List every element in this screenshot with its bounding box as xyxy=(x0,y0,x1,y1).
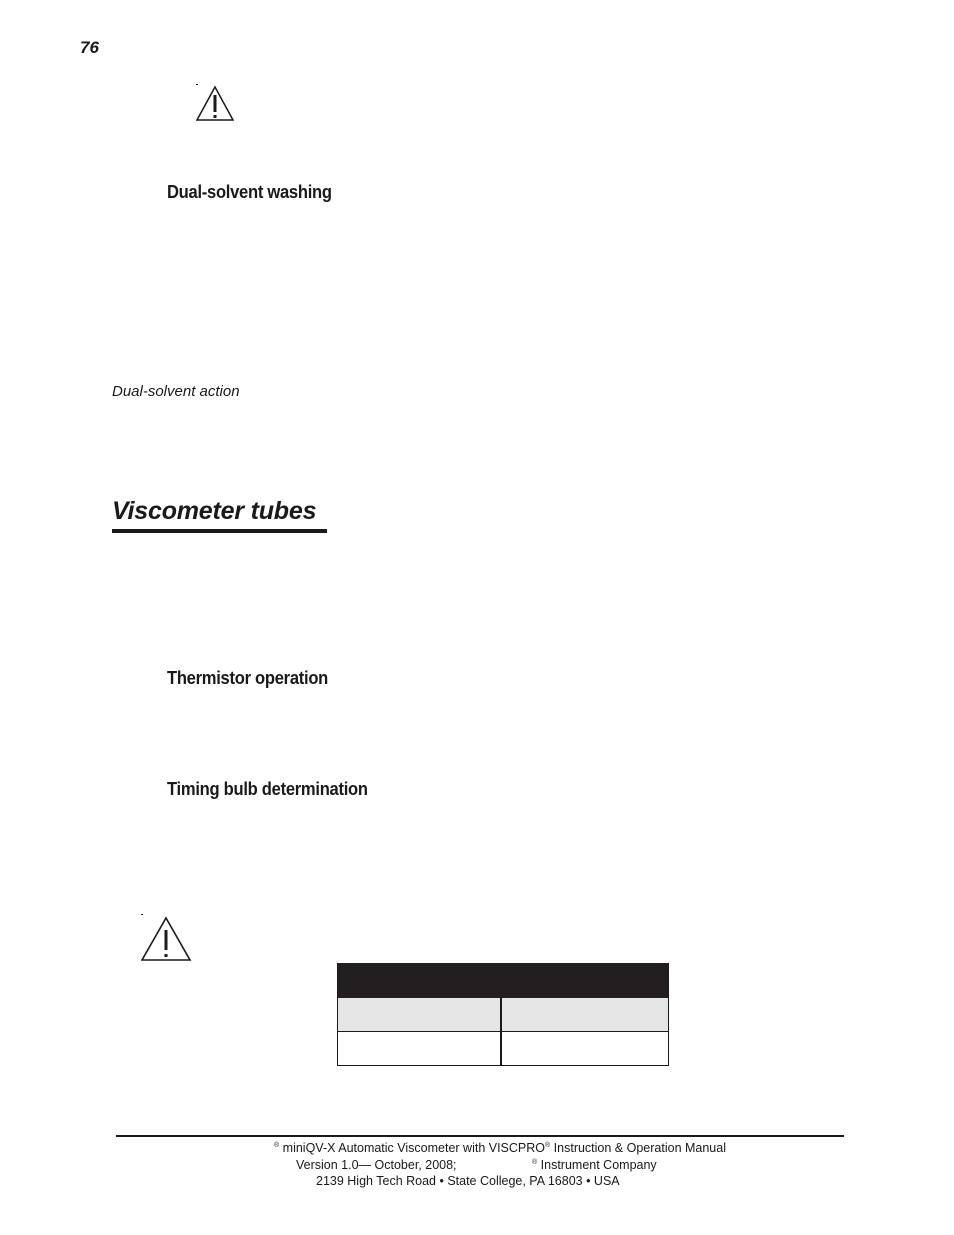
registered-mark: ® xyxy=(545,1142,551,1149)
table-row xyxy=(337,1032,668,1066)
spec-table xyxy=(337,963,668,1066)
subheading-thermistor-operation: Thermistor operation xyxy=(167,668,329,688)
registered-mark: ® xyxy=(532,1159,538,1166)
registered-mark: ® xyxy=(274,1142,280,1149)
table-cell xyxy=(337,1032,501,1066)
figure-caption: Dual-solvent action xyxy=(112,383,240,400)
footer-version: Version 1.0— October, 2008; xyxy=(296,1158,457,1172)
section-title: Viscometer tubes xyxy=(112,497,317,525)
subheading-dual-solvent-washing: Dual-solvent washing xyxy=(167,182,332,202)
table-cell xyxy=(501,1032,668,1066)
warning-triangle-icon xyxy=(141,914,193,962)
footer-title-line xyxy=(274,1141,726,1155)
footer-manual-name: Instruction & Operation Manual xyxy=(553,1141,726,1155)
page-number: 76 xyxy=(80,38,99,57)
footer-company-name: Instrument Company xyxy=(540,1158,657,1172)
footer-product-name: miniQV-X Automatic Viscometer with VISCPRO xyxy=(282,1141,546,1155)
table-cell xyxy=(501,998,668,1032)
warning-triangle-icon xyxy=(196,84,236,122)
subheading-timing-bulb-determination: Timing bulb determination xyxy=(167,779,368,799)
footer-address-line: 2139 High Tech Road • State College, PA 16803 • USA xyxy=(316,1174,620,1188)
section-title-underline xyxy=(112,529,327,533)
footer-rule xyxy=(116,1135,844,1137)
table-header-row xyxy=(337,963,668,998)
table-row xyxy=(337,998,668,1032)
table-cell xyxy=(337,998,501,1032)
table-header-cell xyxy=(337,963,668,998)
footer-company xyxy=(532,1158,657,1172)
footer-version-line xyxy=(296,1158,676,1172)
